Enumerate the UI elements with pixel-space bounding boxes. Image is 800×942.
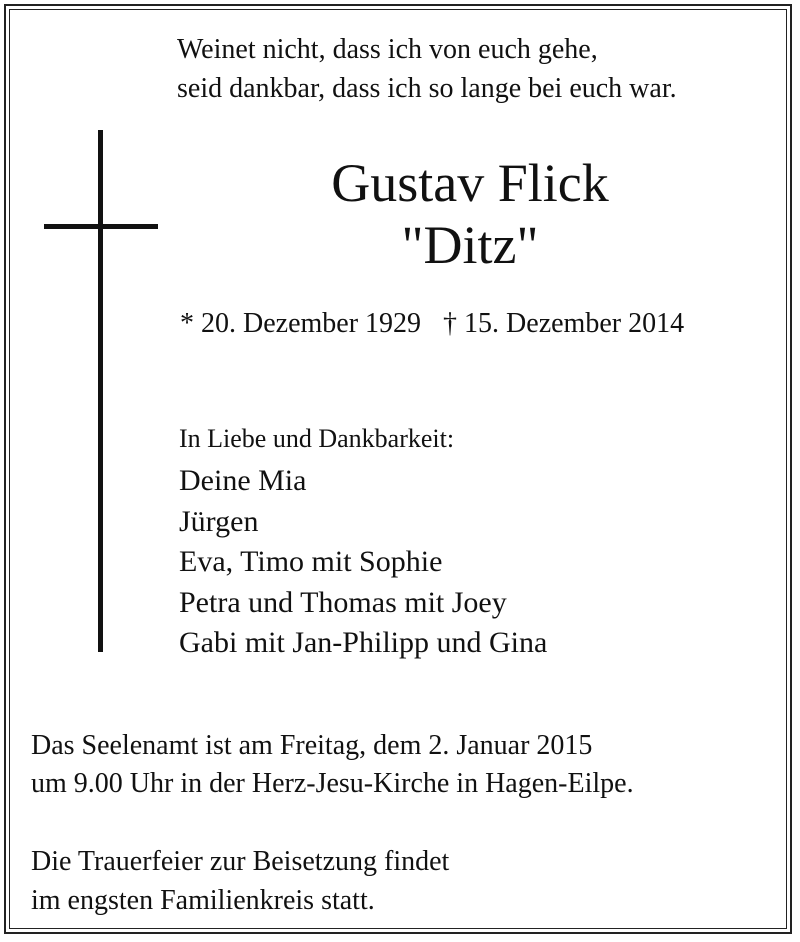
motto-verse	[177, 30, 677, 108]
death-date: † 15. Dezember 2014	[443, 308, 685, 339]
cross-vertical-bar	[98, 130, 103, 652]
funeral-line-1: Die Trauerfeier zur Beisetzung findet	[31, 846, 450, 877]
deceased-name-block	[260, 152, 680, 276]
birth-date: * 20. Dezember 1929	[180, 308, 422, 339]
mourners-list	[179, 461, 547, 664]
funeral-line-2: im engsten Familienkreis statt.	[31, 885, 375, 916]
mourner-name: Eva, Timo mit Sophie	[179, 545, 443, 578]
cross-horizontal-bar	[44, 224, 158, 229]
motto-line-2: seid dankbar, dass ich so lange bei euch war.	[177, 73, 677, 104]
mourner-name: Petra und Thomas mit Joey	[179, 585, 507, 619]
mourner-name: Jürgen	[179, 504, 259, 538]
requiem-announcement	[31, 727, 634, 803]
funeral-announcement	[31, 842, 449, 920]
mourner-name: Deine Mia	[179, 464, 307, 497]
requiem-line-2: um 9.00 Uhr in der Herz-Jesu-Kirche in Hagen-Eilpe.	[31, 768, 634, 799]
motto-line-1: Weinet nicht, dass ich von euch gehe,	[177, 34, 598, 65]
deceased-nickname: "Ditz"	[401, 215, 539, 275]
life-dates	[180, 307, 684, 341]
deceased-name: Gustav Flick	[331, 153, 609, 213]
mourner-name: Gabi mit Jan-Philipp und Gina	[179, 626, 548, 659]
mourners-intro: In Liebe und Dankbarkeit:	[179, 424, 455, 453]
requiem-line-1: Das Seelenamt ist am Freitag, dem 2. Januar 2015	[31, 730, 593, 761]
